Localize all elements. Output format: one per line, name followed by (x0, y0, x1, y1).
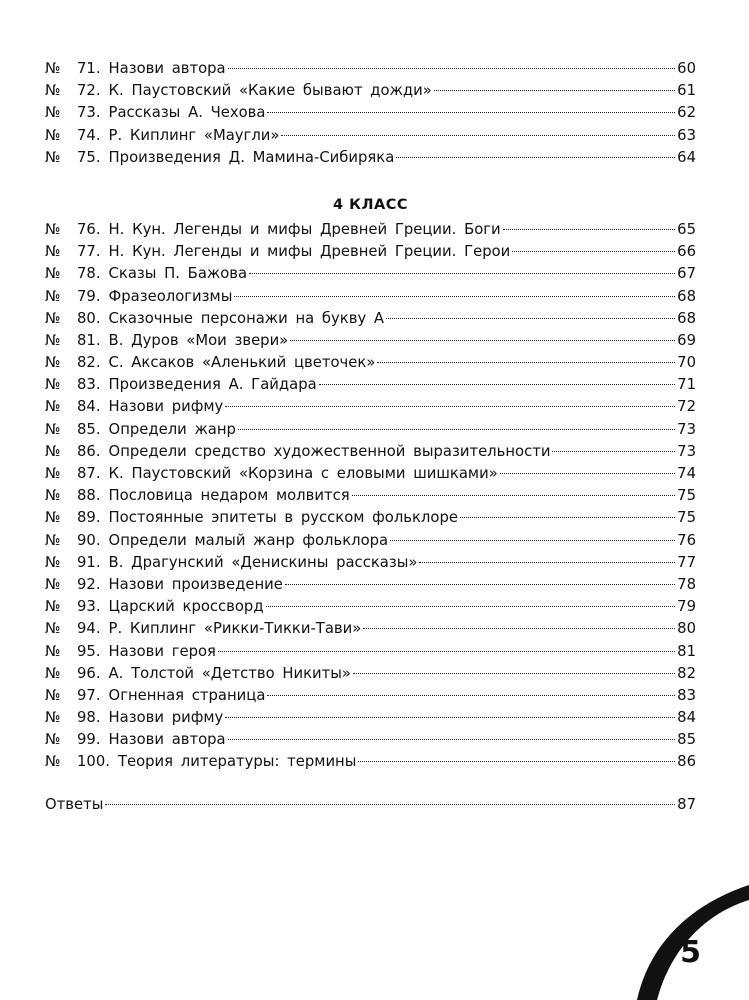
toc-entry-page: 82 (677, 664, 696, 682)
number-sign: № (45, 126, 61, 144)
toc-entry (45, 530, 696, 552)
toc-entry-number: 89. (77, 509, 101, 527)
toc-entry-title: Фразеологизмы (108, 287, 233, 305)
toc-entry (45, 241, 696, 263)
number-sign: № (45, 575, 61, 593)
dot-leader (218, 650, 675, 652)
toc-entry-title: Назови автора (108, 60, 226, 77)
toc-entry-number: 84. (77, 398, 101, 416)
number-sign: № (45, 620, 61, 638)
toc-entry-page: 78 (677, 575, 696, 593)
toc-entry-page: 77 (677, 553, 696, 571)
toc-entry-page: 60 (677, 60, 696, 77)
dot-leader (228, 67, 676, 69)
toc-entry-page: 68 (677, 287, 696, 305)
toc-entry-number: 86. (77, 442, 101, 460)
toc-entry-title: Определи средство художественной выразительности (108, 442, 551, 460)
toc-entry-page: 86 (677, 753, 696, 771)
toc-entry (45, 441, 696, 463)
toc-entry (45, 396, 696, 418)
toc-entry-title: К. Паустовский «Корзина с еловыми шишками» (108, 465, 498, 482)
toc-entry-title: А. Толстой «Детство Никиты» (108, 664, 351, 682)
dot-leader (281, 134, 675, 136)
dot-leader (460, 516, 675, 518)
toc-entry-title: Рассказы А. Чехова (108, 104, 266, 122)
toc-section-grade-4 (45, 219, 696, 774)
toc-entry-number: 99. (77, 731, 101, 749)
toc-entry-number: 97. (77, 686, 101, 704)
toc-entry-number: 78. (77, 265, 101, 283)
dot-leader (225, 716, 675, 718)
toc-entry-title: Назови автора (108, 731, 226, 749)
toc-entry (45, 330, 696, 352)
toc-entry (45, 219, 696, 241)
toc-entry (45, 147, 696, 169)
dot-leader (512, 250, 675, 252)
dot-leader (434, 89, 675, 91)
dot-leader (390, 539, 675, 541)
toc-entry (45, 596, 696, 618)
toc-entry-number: 95. (77, 642, 101, 660)
toc-entry (45, 125, 696, 147)
toc-entry (45, 751, 696, 773)
toc-entry-page: 63 (677, 126, 696, 144)
toc-entry-title: Пословица недаром молвится (108, 487, 350, 505)
toc-entry-page: 85 (677, 731, 696, 749)
toc-entry (45, 374, 696, 396)
number-sign: № (45, 531, 61, 549)
number-sign: № (45, 753, 61, 771)
toc-entry-title: Сказочные персонажи на букву А (108, 309, 385, 327)
toc-entry-title: Назови произведение (108, 575, 283, 593)
number-sign: № (45, 265, 61, 283)
number-sign: № (45, 509, 61, 527)
toc-entry-number: 80. (77, 309, 101, 327)
dot-leader (228, 738, 676, 740)
dot-leader (319, 383, 676, 385)
toc-entry (45, 308, 696, 330)
dot-leader (352, 494, 676, 496)
toc-entry-title: Царский кроссворд (108, 598, 264, 616)
toc-entry-title: Н. Кун. Легенды и мифы Древней Греции. Боги (108, 220, 501, 238)
dot-leader (396, 156, 675, 158)
number-sign: № (45, 287, 61, 305)
dot-leader (267, 111, 675, 113)
page-number: 5 (680, 935, 701, 970)
toc-entry (45, 419, 696, 441)
toc-entry (45, 729, 696, 751)
toc-entry-number: 91. (77, 553, 101, 571)
toc-entry (45, 685, 696, 707)
toc-entry (45, 663, 696, 685)
toc-entry (45, 286, 696, 308)
toc-entry-title: Определи жанр (108, 420, 236, 438)
dot-leader (266, 605, 676, 607)
toc-entry (45, 58, 696, 80)
toc-entry-title: Определи малый жанр фольклора (108, 531, 389, 549)
number-sign: № (45, 148, 61, 166)
number-sign: № (45, 598, 61, 616)
toc-entry-number: 76. (77, 220, 101, 238)
toc-entry-title: Назови рифму (108, 398, 224, 416)
toc-entry-title: К. Паустовский «Какие бывают дожди» (108, 82, 432, 100)
toc-entry-number: 83. (77, 376, 101, 394)
toc-entry-title: Назови героя (108, 642, 216, 660)
number-sign: № (45, 82, 61, 100)
toc-entry-title: Н. Кун. Легенды и мифы Древней Греции. Герои (108, 243, 511, 261)
toc-entry-page: 75 (677, 509, 696, 527)
toc-entry (45, 463, 696, 485)
toc-entry-page: 72 (677, 398, 696, 416)
toc-entry-page: 68 (677, 309, 696, 327)
toc-entry-number: 82. (77, 354, 101, 372)
toc-entry (45, 263, 696, 285)
toc-entry (45, 507, 696, 529)
toc-entry-page: 74 (677, 465, 696, 482)
dot-leader (377, 361, 675, 363)
dot-leader (267, 694, 675, 696)
toc-entry-page: 67 (677, 265, 696, 283)
toc-entry-page: 66 (677, 243, 696, 261)
toc-entry-number: 98. (77, 709, 101, 727)
toc-entry-number: 72. (77, 82, 101, 100)
toc-entry-number: 92. (77, 575, 101, 593)
number-sign: № (45, 442, 61, 460)
toc-entry-page: 75 (677, 487, 696, 505)
toc-entry-answers (45, 794, 696, 816)
toc-entry-title: В. Дуров «Мои звери» (108, 331, 289, 349)
section-heading: 4 КЛАСС (332, 196, 409, 213)
toc-entry (45, 80, 696, 102)
number-sign: № (45, 642, 61, 660)
toc-entry-title: Огненная страница (108, 686, 266, 704)
toc-entry (45, 618, 696, 640)
toc-entry-title: С. Аксаков «Аленький цветочек» (108, 354, 376, 372)
toc-entry (45, 641, 696, 663)
toc-entry-page: 79 (677, 598, 696, 616)
number-sign: № (45, 420, 61, 438)
toc-entry-number: 93. (77, 598, 101, 616)
dot-leader (285, 583, 675, 585)
toc-entry-page: 80 (677, 620, 696, 638)
toc-entry-page: 69 (677, 331, 696, 349)
toc-entry-number: 85. (77, 420, 101, 438)
toc-entry-number: 75. (77, 148, 101, 166)
toc-entry-number: 94. (77, 620, 101, 638)
toc-entry-page: 62 (677, 104, 696, 122)
toc-entry-title: Произведения Д. Мамина-Сибиряка (108, 148, 395, 166)
toc-entry-number: 73. (77, 104, 101, 122)
toc-entry-title: Р. Киплинг «Маугли» (108, 126, 280, 144)
dot-leader (500, 472, 675, 474)
toc-entry-page: 83 (677, 686, 696, 704)
toc-entry (45, 102, 696, 124)
toc-entry-number: 90. (77, 531, 101, 549)
toc-entry-title: В. Драгунский «Денискины рассказы» (108, 553, 418, 571)
dot-leader (238, 428, 675, 430)
number-sign: № (45, 243, 61, 261)
number-sign: № (45, 60, 61, 77)
toc-entry-title: Р. Киплинг «Рикки-Тикки-Тави» (108, 620, 362, 638)
number-sign: № (45, 731, 61, 749)
toc-entry (45, 552, 696, 574)
number-sign: № (45, 331, 61, 349)
dot-leader (290, 339, 675, 341)
number-sign: № (45, 664, 61, 682)
number-sign: № (45, 309, 61, 327)
dot-leader (249, 272, 675, 274)
dot-leader (105, 803, 675, 805)
number-sign: № (45, 376, 61, 394)
number-sign: № (45, 553, 61, 571)
toc-entry-title: Ответы (45, 795, 104, 813)
toc-entry-number: 81. (77, 331, 101, 349)
table-of-contents (45, 58, 696, 816)
toc-entry-number: 79. (77, 287, 101, 305)
toc-entry-page: 65 (677, 220, 696, 238)
toc-entry-page: 76 (677, 531, 696, 549)
toc-entry-number: 71. (77, 60, 101, 77)
toc-entry (45, 707, 696, 729)
toc-entry-page: 81 (677, 642, 696, 660)
dot-leader (234, 295, 675, 297)
number-sign: № (45, 465, 61, 482)
dot-leader (353, 672, 675, 674)
toc-entry-title: Теория литературы: термины (117, 753, 357, 771)
toc-entry-title: Назови рифму (108, 709, 224, 727)
dot-leader (225, 405, 675, 407)
toc-entry-page: 64 (677, 148, 696, 166)
number-sign: № (45, 220, 61, 238)
dot-leader (363, 627, 675, 629)
toc-entry-page: 71 (677, 376, 696, 394)
number-sign: № (45, 398, 61, 416)
toc-entry-number: 87. (77, 465, 101, 482)
dot-leader (503, 228, 675, 230)
toc-entry (45, 352, 696, 374)
number-sign: № (45, 104, 61, 122)
dot-leader (358, 760, 675, 762)
dot-leader (552, 450, 675, 452)
toc-entry-page: 61 (677, 82, 696, 100)
toc-entry-title: Постоянные эпитеты в русском фольклоре (108, 509, 458, 527)
toc-section-grade-3 (45, 58, 696, 169)
toc-entry (45, 485, 696, 507)
toc-entry-page: 84 (677, 709, 696, 727)
number-sign: № (45, 354, 61, 372)
dot-leader (386, 317, 675, 319)
toc-entry-title: Сказы П. Бажова (108, 265, 248, 283)
toc-entry-number: 77. (77, 243, 101, 261)
toc-entry-page: 73 (677, 420, 696, 438)
toc-entry-page: 73 (677, 442, 696, 460)
number-sign: № (45, 686, 61, 704)
dot-leader (419, 561, 675, 563)
toc-entry-page: 70 (677, 354, 696, 372)
toc-entry-page: 87 (677, 795, 696, 813)
number-sign: № (45, 487, 61, 505)
toc-entry-number: 96. (77, 664, 101, 682)
number-sign: № (45, 709, 61, 727)
toc-entry-title: Произведения А. Гайдара (108, 376, 317, 394)
toc-entry-number: 100. (77, 753, 110, 771)
toc-entry-number: 88. (77, 487, 101, 505)
toc-entry-number: 74. (77, 126, 101, 144)
toc-entry (45, 574, 696, 596)
